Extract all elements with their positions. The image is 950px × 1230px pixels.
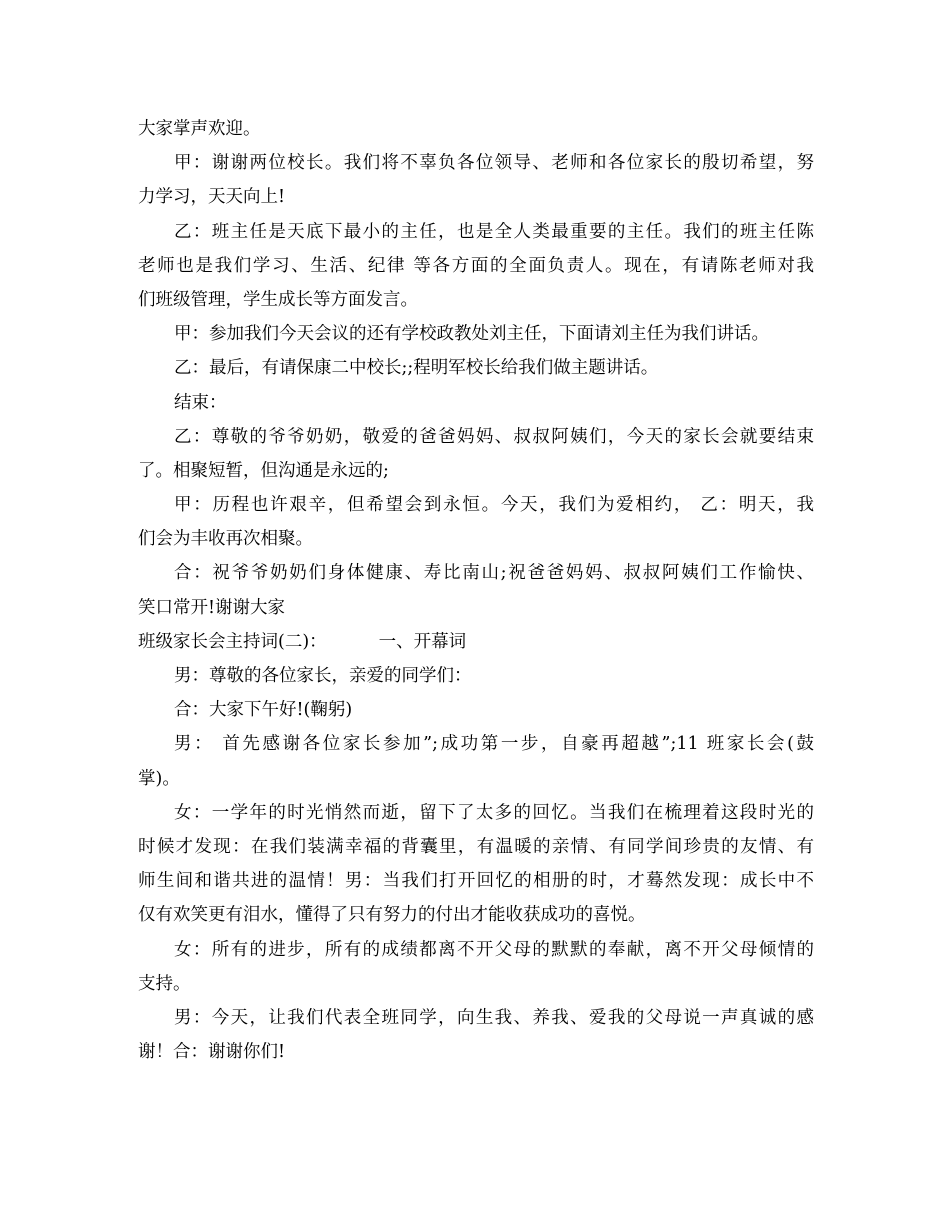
paragraph-line: 合：祝爷爷奶奶们身体健康、寿比南山;祝爸爸妈妈、叔叔阿姨们工作愉快、	[174, 563, 814, 584]
section-heading-line	[138, 625, 814, 659]
paragraph-line: 老师也是我们学习、生活、纪律 等各方面的全面负责人。现在，有请陈老师对我	[138, 255, 814, 276]
paragraph-line: 大家掌声欢迎。	[138, 119, 261, 139]
paragraph-line: 力学习，天天向上!	[138, 187, 286, 208]
paragraph-line: 时候才发现：在我们装满幸福的背囊里，有温暖的亲情、有同学间珍贵的友情、有	[138, 836, 814, 857]
paragraph-line: 女：所有的进步，所有的成绩都离不开父母的默默的奉献，离不开父母倾情的	[174, 939, 814, 960]
paragraph-line: 乙：最后，有请保康二中校长;;程明军校长给我们做主题讲话。	[174, 358, 659, 379]
section-heading: 班级家长会主持词(二)：	[138, 631, 327, 652]
section-label: 结束：	[174, 392, 227, 413]
document-body	[138, 112, 814, 1069]
subsection-heading: 一、开幕词	[378, 631, 467, 652]
paragraph-line: 师生间和谐共进的温情！男：当我们打开回忆的相册的时，才蓦然发现：成长中不	[138, 871, 814, 892]
paragraph-line: 乙：尊敬的爷爷奶奶，敬爱的爸爸妈妈、叔叔阿姨们，今天的家长会就要结束	[174, 426, 814, 447]
paragraph-line: 女：一学年的时光悄然而逝，留下了太多的回忆。当我们在梳理着这段时光的	[174, 802, 814, 823]
paragraph-line: 男：今天，让我们代表全班同学，向生我、养我、爱我的父母说一声真诚的感	[174, 1007, 814, 1028]
paragraph-line: 乙：班主任是天底下最小的主任，也是全人类最重要的主任。我们的班主任陈	[174, 221, 814, 242]
paragraph-line: 甲：参加我们今天会议的还有学校政教处刘主任，下面请刘主任为我们讲话。	[174, 324, 769, 345]
paragraph-line: 了。相聚短暂，但沟通是永远的;	[138, 460, 389, 481]
paragraph-line: 们会为丰收再次相聚。	[138, 529, 313, 550]
paragraph-line: 合：大家下午好!(鞠躬)	[174, 700, 353, 721]
paragraph-line: 谢！合：谢谢你们!	[138, 1042, 286, 1063]
paragraph-line: 仅有欢笑更有泪水，懂得了只有努力的付出才能收获成功的喜悦。	[138, 905, 646, 926]
paragraph-line: 掌)。	[138, 768, 180, 789]
paragraph-line: 支持。	[138, 973, 191, 994]
paragraph-line: 男：尊敬的各位家长，亲爱的同学们：	[174, 666, 472, 686]
paragraph-line: 甲：历程也许艰辛，但希望会到永恒。今天，我们为爱相约， 乙：明天，我	[174, 495, 814, 516]
paragraph-line: 甲：谢谢两位校长。我们将不辜负各位领导、老师和各位家长的殷切希望，努	[174, 153, 814, 174]
paragraph-line: 男： 首先感谢各位家长参加”;成功第一步，自豪再超越”;11 班家长会(鼓	[174, 734, 814, 755]
paragraph-line: 笑口常开!谢谢大家	[138, 597, 286, 618]
paragraph-line: 们班级管理，学生成长等方面发言。	[138, 289, 418, 310]
